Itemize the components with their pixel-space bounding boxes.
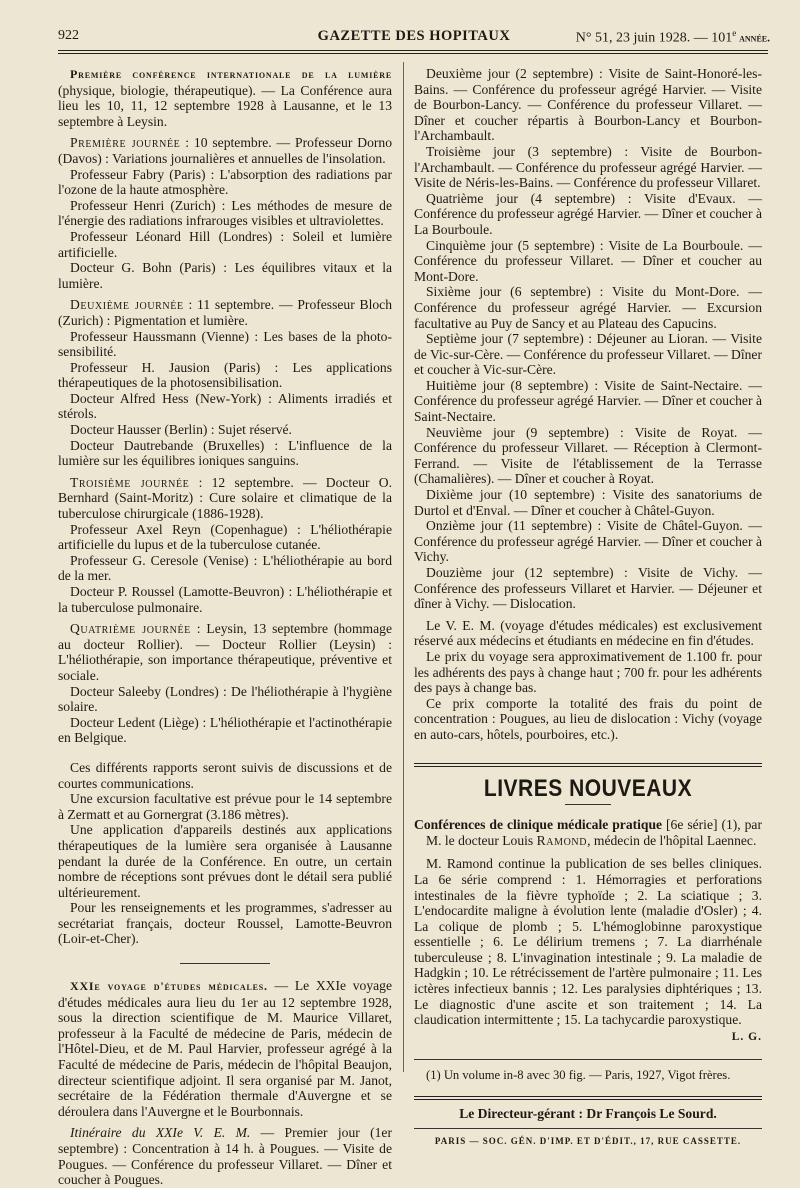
book-entry [414,817,762,848]
day2-label: Deuxième journée [70,297,184,313]
itinerary-day8: Huitième jour (8 septembre) : Visite de Saint-Nectaire. — Conférence du professeur agrégé Harvier. — Dîner et coucher à Saint-Nectaire. [414,377,762,425]
itinerary-day5: Cinquième jour (5 septembre) : Visite de La Bourboule. — Conférence du professeur Villaret. — Dîner et coucher au Mont-Dore. [414,237,762,284]
day3-text: : 12 septembre. — Docteur O. Bernhard (Saint-Moritz) : Cure solaire et climatique de la tuberculose chirurgicale (1886-1928). [58,474,392,522]
conference-intro-text: (physique, biologie, thérapeutique). — La Conférence aura lieu les 10, 11, 12 septembre 1928 à Lausanne, et le 13 septembre à Leysin. [58,82,392,129]
page-number: 922 [58,28,79,43]
paragraph-comporte: Ce prix comporte la totalité des frais du point de concentration : Pougues, au lieu de dislocation : Vichy (voyage en auto-cars, hôtels, pourboires, etc.). [414,695,762,742]
day1-label: Première journée [70,135,181,151]
itinerary-day10: Dixième jour (10 septembre) : Visite des sanatoriums de Durtol et d'Enval. — Dîner et coucher à Châtel-Guyon. [414,487,762,518]
day4-paragraph [58,621,392,683]
footnote: (1) Un volume in-8 avec 30 fig. — Paris, 1927, Vigot frères. [426,1068,731,1083]
right-column [414,66,762,1149]
section-double-rule [414,763,762,767]
book-details: [6e série] (1), par M. le docteur Louis [426,817,762,848]
paragraph-roussel: Docteur P. Roussel (Lamotte-Beuvron) : L'héliothérapie et la tuberculose pulmonaire. [58,584,392,615]
itinerary-day9: Neuvième jour (9 septembre) : Visite de Royat. — Conférence du professeur Villaret. — Réception à Clermont-Ferrand. — Visite de l'établissement de la Terrasse (Chamalières). — Dîner et coucher à Royat. [414,424,762,487]
day1-paragraph [58,135,392,166]
itinerary-text: — Premier jour (1er septembre) : Concentration à 14 h. à Pougues. — Visite de Pougues. — Conférence du professeur Villaret. — Dîner et coucher à Pougues. [58,1125,392,1188]
director-rule [414,1096,762,1100]
paragraph-ceresole: Professeur G. Ceresole (Venise) : L'héliothérapie au bord de la mer. [58,552,392,584]
footnote-rule [414,1059,762,1060]
review-signature: L. G. [731,1030,762,1043]
issue-info [576,28,770,47]
day2-text: : 11 septembre. — Professeur Bloch (Zurich) : Pigmentation et lumière. [58,297,393,328]
paragraph-saleeby: Docteur Saleeby (Londres) : De l'héliothérapie à l'hygiène solaire. [58,683,392,715]
paragraph-prix: Le prix du voyage sera approximativement de 1.100 fr. pour les adhérents des pays à change haut ; 700 fr. pour les adhérents des pays à change bas. [414,648,762,696]
itinerary-day2: Deuxième jour (2 septembre) : Visite de Saint-Honoré-les-Bains. — Conférence du professeur agrégé Harvier. — Visite de Bourbon-Lancy. — Conférence du professeur Villaret. — Dîner et coucher répartis à Bourbon-Lancy et Bourbon-l'Archambault. [414,66,762,144]
book-affiliation: , médecin de l'hôpital Laennec. [587,832,757,848]
paragraph-henri: Professeur Henri (Zurich) : Les méthodes de mesure de l'énergie des radiations infrarouges visibles et ultraviolettes. [58,197,392,229]
day4-text: : Leysin, 13 septembre (hommage au docteur Rollier). — Docteur Rollier (Leysin) : L'héliothérapie, son importance thérapeutique, préventive et sociale. [58,621,392,683]
paragraph-application: Une application d'appareils destinés aux applications thérapeutiques de la lumière sera organisée à Lausanne pendant la durée de la Conférence. En outre, un certain nombre de réceptions sont prévues dont le détail sera publié ultérieurement. [58,822,392,900]
paragraph-dautrebande: Docteur Dautrebande (Bruxelles) : L'influence de la lumière sur les équilibres ioniques sanguins. [58,437,392,469]
section-separator [180,963,270,964]
voyage-title: XXIe voyage d'études médicales. [70,979,268,994]
paragraph-rapports: Ces différents rapports seront suivis de discussions et de courtes communications. [58,759,392,791]
book-author: Ramond [536,832,588,848]
voyage-text: — Le XXIe voyage d'études médicales aura lieu du 1er au 12 septembre 1928, sous la direction scientifique de M. Maurice Villaret, professeur à la Faculté de médecine de Paris, médecin de l'Hôtel-Dieu, et de M. Paul Harvier, professeur agrégé à la Faculté de médecine de Paris, médecin de l'hôpital Beaujon, directeur scientifique adjoint. Il sera organisé par M. Janot, secrétaire de la Fédération thermale d'Auvergne et se déroulera dans l'Auvergne et le Bourbonnais. [58,978,392,1119]
book-review: M. Ramond continue la publication de ses belles cliniques. La 6e série comprend : 1. Hémorragies et perforations intestinales de la fièvre typhoïde ; 2. La sciatique ; 3. L'endocardite maligne à évolution lente (maladie d'Osler) ; 4. La colique de plomb ; 5. L'hémoglobinne paroxystique essentielle ; 6. Le délirium tremens ; 7. La diarrhénale tuberculeuse ; 8. L'invagination intestinale ; 9. La maladie de Hadgkin ; 10. Le rétrécissement de l'artère pulmonaire ; 11. Les ictères infectieux bannis ; 12. Les paralysies diphtériques ; 13. Le diagnostic d'une ascite et son traitement ; 14. La claudication intermittente ; 15. La tachycardie paroxystique. [414,856,762,1028]
day4-label: Quatrième journée [70,621,191,637]
paragraph-reyn: Professeur Axel Reyn (Copenhague) : L'héliothérapie artificielle du lupus et de la tuberculose cutanée. [58,521,392,553]
journal-title: GAZETTE DES HOPITAUX [317,28,511,44]
header-rule-secondary [58,53,768,54]
paragraph-hausser: Docteur Hausser (Berlin) : Sujet réservé. [70,422,292,438]
paragraph-hill: Professeur Léonard Hill (Londres) : Soleil et lumière artificielle. [58,228,392,260]
itinerary-day6: Sixième jour (6 septembre) : Visite du Mont-Dore. — Conférence du professeur agrégé Harvier. — Excursion facultative au Puy de Sancy et au Plateau des Capucins. [414,284,762,331]
column-divider [403,62,404,1072]
itinerary-paragraph [58,1125,392,1187]
paragraph-bohn: Docteur G. Bohn (Paris) : Les équilibres vitaux et la lumière. [58,260,392,291]
paragraph-jausion: Professeur H. Jausion (Paris) : Les applications thérapeutiques de la photosensibilisation. [58,359,392,391]
day1-text: : 10 septembre. — Professeur Dorno (Davos) : Variations journalières et annuelles de l'insolation. [58,135,392,166]
paragraph-renseignements: Pour les renseignements et les programmes, s'adresser au secrétariat français, docteur Roussel, Lamotte-Beuvron (Loir-et-Cher). [58,900,392,947]
issue-number: N° 51, 23 juin 1928. — 101 [575,30,733,46]
itinerary-day12: Douzième jour (12 septembre) : Visite de Vichy. — Conférence des professeurs Villaret et Harvier. — Déjeuner et dîner à Vichy. — Dislocation. [414,565,762,612]
day3-paragraph [58,475,392,522]
voyage-paragraph [58,978,392,1119]
itinerary-day4: Quatrième jour (4 septembre) : Visite d'Evaux. — Conférence du professeur agrégé Harvier. — Dîner et coucher à La Bourboule. [414,190,762,237]
printer-rule [414,1128,762,1129]
paragraph-ledent: Docteur Ledent (Liège) : L'héliothérapie et l'actinothérapie en Belgique. [58,714,392,746]
section-title-livres: LIVRES NOUVEAUX [483,774,693,802]
conference-intro [58,66,392,129]
header-rule [58,50,768,51]
itinerary-day7: Septième jour (7 septembre) : Déjeuner au Lioran. — Visite de Vic-sur-Cère. — Conférence du professeur Villaret. — Dîner et coucher à Vic-sur-Cère. [414,331,762,378]
paragraph-hess: Docteur Alfred Hess (New-York) : Aliments irradiés et stérols. [58,390,392,422]
paragraph-haussmann: Professeur Haussmann (Vienne) : Les bases de la photo-sensibilité. [58,328,392,360]
paragraph-fabry: Professeur Fabry (Paris) : L'absorption des radiations par l'ozone de la haute atmosphère. [58,166,392,198]
printer-line: PARIS — SOC. GÉN. D'IMP. ET D'ÉDIT., 17, RUE CASSETTE. [434,1135,742,1146]
book-title: Conférences de clinique médicale pratique [414,817,663,833]
title-underline [565,804,611,805]
conference-title: Première conférence internationale de la lumière [70,67,392,81]
paragraph-excursion: Une excursion facultative est prévue pour le 14 septembre à Zermatt et au Gornergrat (3.186 mètres). [58,791,392,822]
itinerary-day3: Troisième jour (3 septembre) : Visite de Bourbon-l'Archambault. — Conférence du professeur agrégé Harvier. — Visite de Néris-les-Bains. — Conférence du professeur Villaret. [414,143,762,191]
day2-paragraph [58,297,392,328]
page-header [58,28,770,48]
itinerary-label: Itinéraire du XXIe V. E. M. [70,1125,251,1141]
left-column [58,66,392,1188]
itinerary-day11: Onzième jour (11 septembre) : Visite de Châtel-Guyon. — Conférence du professeur agrégé Harvier. — Dîner et coucher à Vichy. [414,518,762,565]
issue-superscript: e [732,28,737,38]
issue-year-label: année. [736,32,770,45]
paragraph-vem: Le V. E. M. (voyage d'études médicales) est exclusivement réservé aux médecins et étudiants en médecine en fin d'études. [414,617,762,649]
director-line: Le Directeur-gérant : Dr François Le Sourd. [459,1106,717,1122]
day3-label: Troisième journée [70,474,190,490]
